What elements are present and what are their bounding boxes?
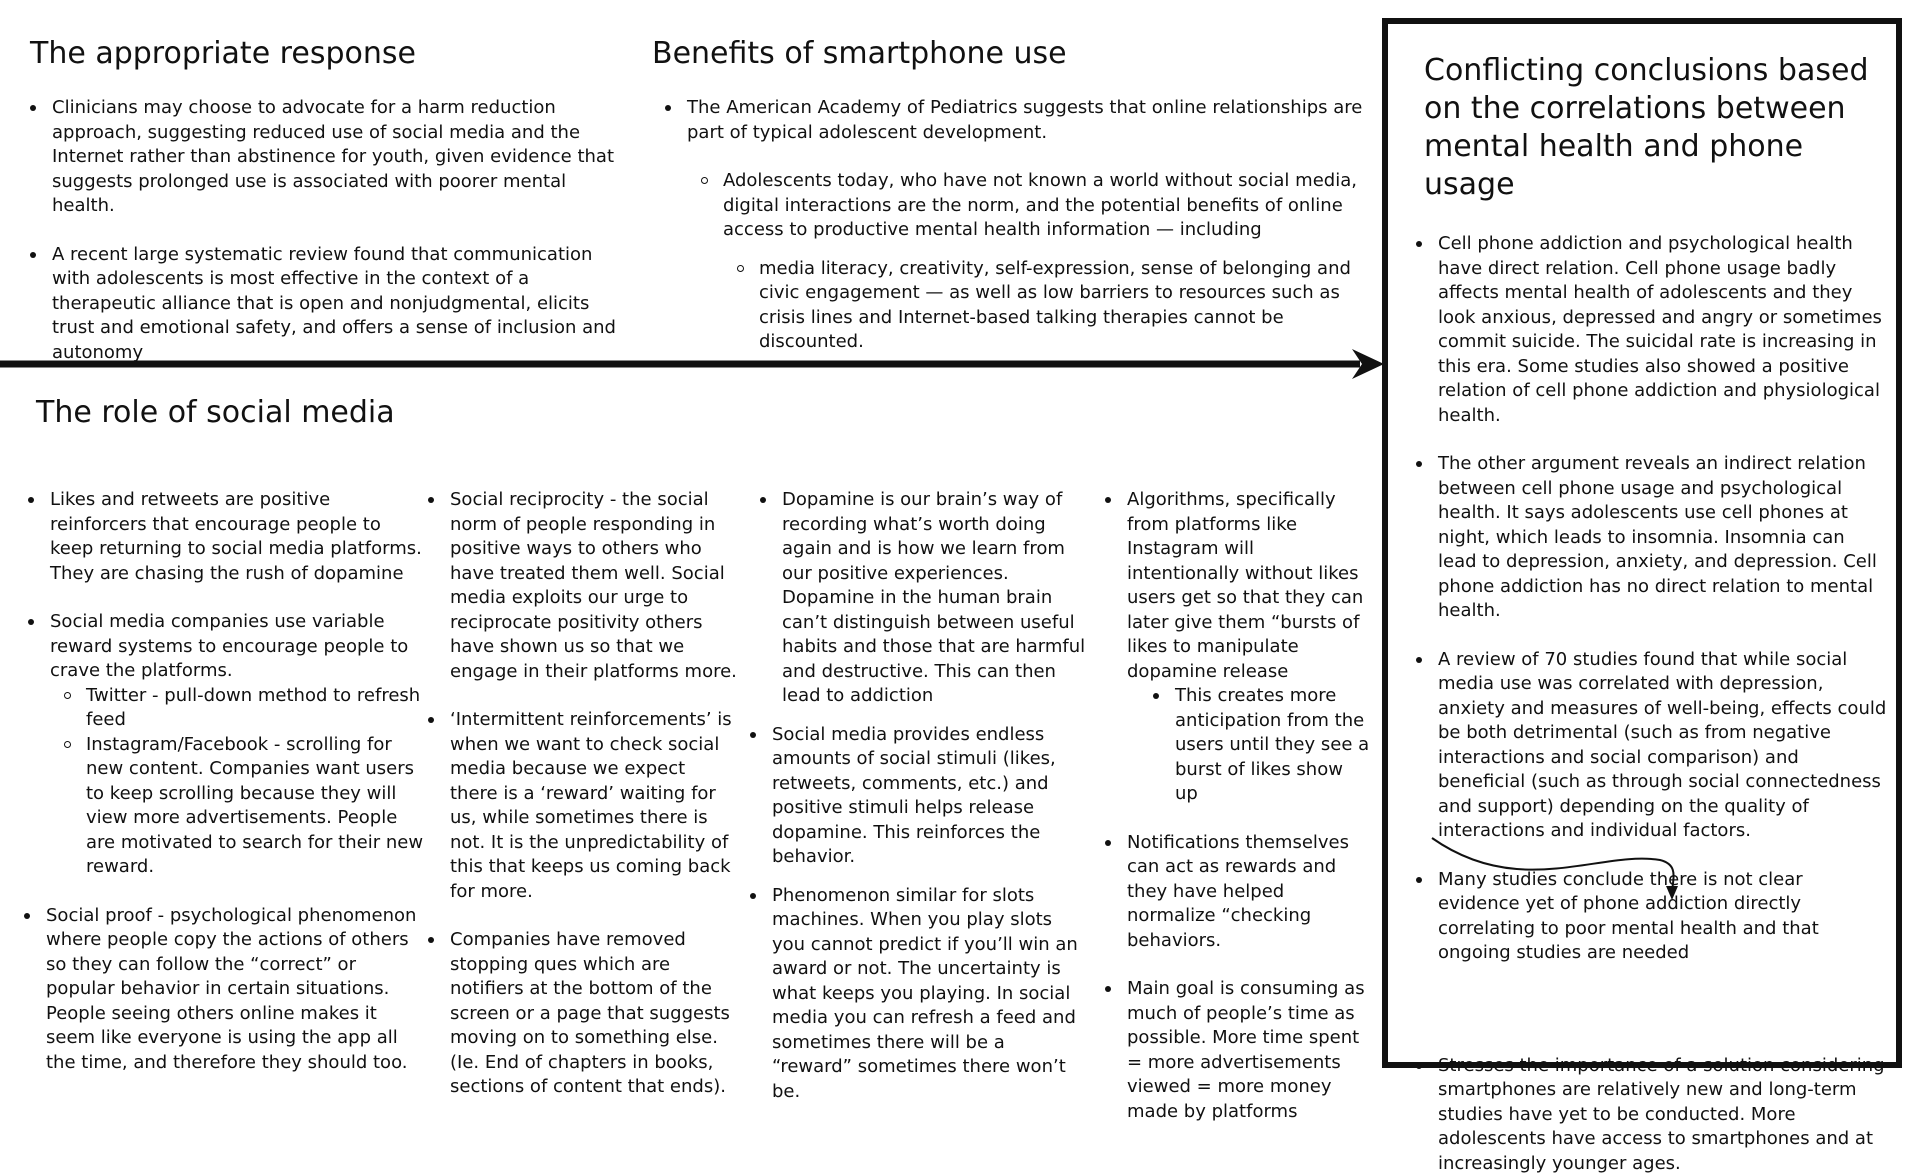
list-item: Algorithms, specifically from platforms like Instagram will intentionally without likes users get so that they can later give them “bursts of likes to manipulate dopamine release <box>1105 488 1370 684</box>
list-item: A recent large systematic review found that communication with adolescents is most effective in the context of a therapeutic alliance that is open and nonjudgmental, elicits trust and emotional safety, and offers a sense of inclusion and autonomy <box>30 243 630 366</box>
sub-sub-list-item: media literacy, creativity, self-expression, sense of belonging and civic engagement — as well as low barriers to resources such as crisis lines and Internet-based talking therapies cannot be discounted. <box>737 257 1365 355</box>
social-media-title: The role of social media <box>36 395 395 430</box>
conclusions-title: Conflicting conclusions based on the correlations between mental health and phone usage <box>1424 52 1872 204</box>
list-item: Notifications themselves can act as rewards and they have helped normalize “checking behaviors. <box>1105 831 1370 954</box>
list-item: Phenomenon similar for slots machines. When you play slots you cannot predict if you’ll win an award or not. The uncertainty is what keeps you playing. In social media you can refresh a feed and sometimes there will be a “reward” sometimes there won’t be. <box>750 884 1090 1105</box>
appropriate-response-title: The appropriate response <box>30 36 416 71</box>
list-item: Main goal is consuming as much of people’s time as possible. More time spent = more advertisements viewed = more money made by platforms <box>1105 977 1370 1124</box>
list-item: Many studies conclude there is not clear evidence yet of phone addiction directly correlating to poor mental health and that ongoing studies are needed <box>1416 868 1888 966</box>
social-media-column-2 <box>428 488 738 1100</box>
sub-list-item: Twitter - pull-down method to refresh feed <box>64 684 428 733</box>
list-item: ‘Intermittent reinforcements’ is when we want to check social media because we expect there is a ‘reward’ waiting for us, while sometimes there is not. It is the unpredictability of this that keeps us coming back for more. <box>428 708 738 904</box>
list-item: Cell phone addiction and psychological health have direct relation. Cell phone usage badly affects mental health of adolescents and they look anxious, depressed and angry or sometimes commit suicide. The suicidal rate is increasing in this era. Some studies also showed a positive relation of cell phone addiction and physiological health. <box>1416 232 1888 428</box>
social-media-column-3 <box>760 488 1090 1104</box>
list-item: Social reciprocity - the social norm of people responding in positive ways to others who have treated them well. Social media exploits our urge to reciprocate positivity others have shown us so that we engage in their platforms more. <box>428 488 738 684</box>
list-item: A review of 70 studies found that while social media use was correlated with depression, anxiety and measures of well-being, effects could be both detrimental (such as from negative interactions and social comparison) and beneficial (such as through social connectedness and support) depending on the quality of interactions and individual factors. <box>1416 648 1888 844</box>
list-item: Dopamine is our brain’s way of recording what’s worth doing again and is how we learn from our positive experiences. Dopamine in the human brain can’t distinguish between useful habits and those that are harmful and destructive. This can then lead to addiction <box>760 488 1090 709</box>
social-media-column-1 <box>28 488 428 1075</box>
list-item: Likes and retweets are positive reinforcers that encourage people to keep returning to social media platforms. They are chasing the rush of dopamine <box>28 488 428 586</box>
conclusions-list <box>1416 232 1888 1176</box>
list-item: The other argument reveals an indirect relation between cell phone usage and psychological health. It says adolescents use cell phones at night, which leads to insomnia. Insomnia can lead to depression, anxiety, and depression. Cell phone addiction has no direct relation to mental health. <box>1416 452 1888 624</box>
list-item: The American Academy of Pediatrics suggests that online relationships are part of typical adolescent development. <box>665 96 1365 145</box>
appropriate-response-section <box>30 96 630 365</box>
benefits-title: Benefits of smartphone use <box>652 36 1067 71</box>
list-item: Stresses the importance of a solution considering smartphones are relatively new and long-term studies have yet to be conducted. More adolescents have access to smartphones and at increasingly younger ages. <box>1416 1054 1888 1176</box>
list-item: Social proof - psychological phenomenon where people copy the actions of others so they can follow the “correct” or popular behavior in certain situations. People seeing others online makes it seem like everyone is using the app all the time, and therefore they should too. <box>24 904 428 1076</box>
sub-list-item: Instagram/Facebook - scrolling for new content. Companies want users to keep scrolling because they will view more advertisements. People are motivated to search for their new reward. <box>64 733 428 880</box>
conclusions-box <box>1382 18 1902 1068</box>
sub-list-item: This creates more anticipation from the users until they see a burst of likes show up <box>1153 684 1370 807</box>
list-item: Clinicians may choose to advocate for a harm reduction approach, suggesting reduced use of social media and the Internet rather than abstinence for youth, given evidence that suggests prolonged use is associated with poorer mental health. <box>30 96 630 219</box>
sub-list-item: Adolescents today, who have not known a world without social media, digital interactions are the norm, and the potential benefits of online access to productive mental health information — including <box>701 169 1365 243</box>
list-item: Social media companies use variable reward systems to encourage people to crave the platforms. <box>28 610 428 684</box>
list-item: Social media provides endless amounts of social stimuli (likes, retweets, comments, etc.) and positive stimuli helps release dopamine. This reinforces the behavior. <box>750 723 1090 870</box>
list-item: Companies have removed stopping ques which are notifiers at the bottom of the screen or a page that suggests moving on to something else. (Ie. End of chapters in books, sections of content that ends). <box>428 928 738 1100</box>
benefits-section <box>665 96 1365 355</box>
social-media-column-4 <box>1105 488 1370 1124</box>
